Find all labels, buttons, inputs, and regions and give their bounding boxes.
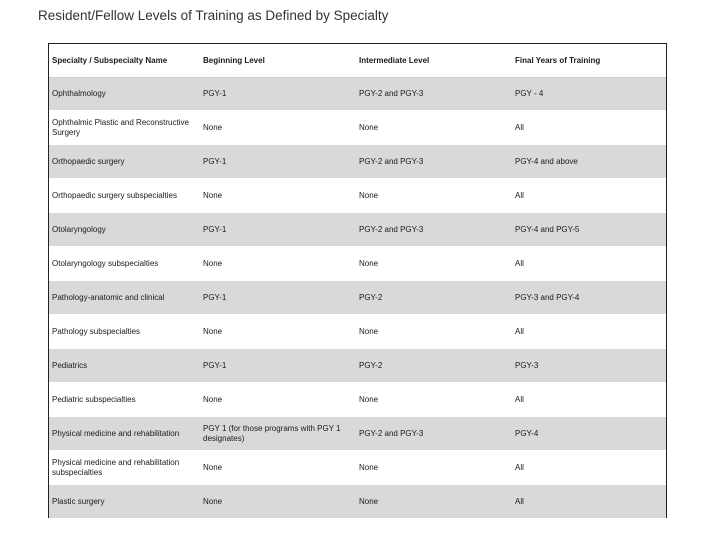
cell-intermediate: None [359, 122, 379, 132]
cell-beginning: PGY 1 (for those programs with PGY 1 designates) [203, 423, 341, 443]
cell-specialty: Plastic surgery [52, 496, 105, 506]
header-specialty: Specialty / Subspecialty Name [52, 55, 168, 65]
table-row [49, 145, 666, 179]
cell-intermediate: PGY-2 [359, 292, 383, 302]
cell-beginning: None [203, 258, 223, 268]
cell-final: All [515, 122, 524, 132]
cell-final: All [515, 258, 524, 268]
header-final-years: Final Years of Training [515, 55, 601, 65]
table-row [49, 485, 666, 518]
cell-final: All [515, 326, 524, 336]
cell-specialty: Physical medicine and rehabilitation [52, 428, 180, 438]
cell-final: PGY-3 [515, 360, 539, 370]
cell-final: PGY-4 and above [515, 156, 578, 166]
table-row [49, 213, 666, 247]
table-row [49, 417, 666, 451]
cell-final: All [515, 496, 524, 506]
cell-beginning: PGY-1 [203, 156, 227, 166]
table-row [49, 111, 666, 145]
cell-intermediate: PGY-2 and PGY-3 [359, 224, 424, 234]
cell-specialty: Physical medicine and rehabilitation subspecialties [52, 457, 180, 477]
cell-intermediate: None [359, 496, 379, 506]
cell-final: All [515, 394, 524, 404]
cell-specialty: Orthopaedic surgery [52, 156, 125, 166]
table-row [49, 349, 666, 383]
cell-beginning: None [203, 462, 223, 472]
cell-beginning: PGY-1 [203, 224, 227, 234]
table-row [49, 247, 666, 281]
cell-specialty: Pediatrics [52, 360, 88, 370]
cell-specialty: Pathology subspecialties [52, 326, 141, 336]
cell-specialty: Ophthalmology [52, 89, 106, 98]
cell-intermediate: None [359, 326, 379, 336]
cell-specialty: Otolaryngology subspecialties [52, 258, 159, 268]
cell-specialty: Ophthalmic Plastic and Reconstructive Surgery [52, 117, 189, 137]
cell-final: All [515, 462, 524, 472]
cell-final: PGY-4 and PGY-5 [515, 224, 580, 234]
cell-intermediate: PGY-2 and PGY-3 [359, 89, 424, 98]
cell-intermediate: None [359, 190, 379, 200]
table-row [49, 78, 666, 111]
table-row [49, 315, 666, 349]
table-row [49, 281, 666, 315]
cell-beginning: None [203, 326, 223, 336]
table-header-row [49, 44, 666, 78]
cell-beginning: None [203, 190, 223, 200]
cell-specialty: Pathology-anatomic and clinical [52, 292, 165, 302]
cell-beginning: None [203, 122, 223, 132]
table-row [49, 179, 666, 213]
cell-specialty: Orthopaedic surgery subspecialties [52, 190, 177, 200]
training-levels-table [48, 43, 667, 518]
cell-intermediate: PGY-2 [359, 360, 383, 370]
cell-beginning: None [203, 496, 223, 506]
cell-beginning: None [203, 394, 223, 404]
cell-beginning: PGY-1 [203, 292, 227, 302]
cell-final: PGY - 4 [515, 89, 544, 98]
cell-beginning: PGY-1 [203, 89, 227, 98]
cell-intermediate: PGY-2 and PGY-3 [359, 156, 424, 166]
cell-final: PGY-3 and PGY-4 [515, 292, 580, 302]
table-row [49, 451, 666, 485]
header-intermediate-level: Intermediate Level [359, 55, 430, 65]
cell-intermediate: PGY-2 and PGY-3 [359, 428, 424, 438]
cell-intermediate: None [359, 462, 379, 472]
table-row [49, 383, 666, 417]
cell-beginning: PGY-1 [203, 360, 227, 370]
cell-specialty: Otolaryngology [52, 224, 106, 234]
cell-final: PGY-4 [515, 428, 539, 438]
cell-intermediate: None [359, 394, 379, 404]
cell-intermediate: None [359, 258, 379, 268]
header-beginning-level: Beginning Level [203, 55, 265, 65]
cell-specialty: Pediatric subspecialties [52, 394, 136, 404]
cell-final: All [515, 190, 524, 200]
document-title: Resident/Fellow Levels of Training as Defined by Specialty [38, 8, 389, 23]
